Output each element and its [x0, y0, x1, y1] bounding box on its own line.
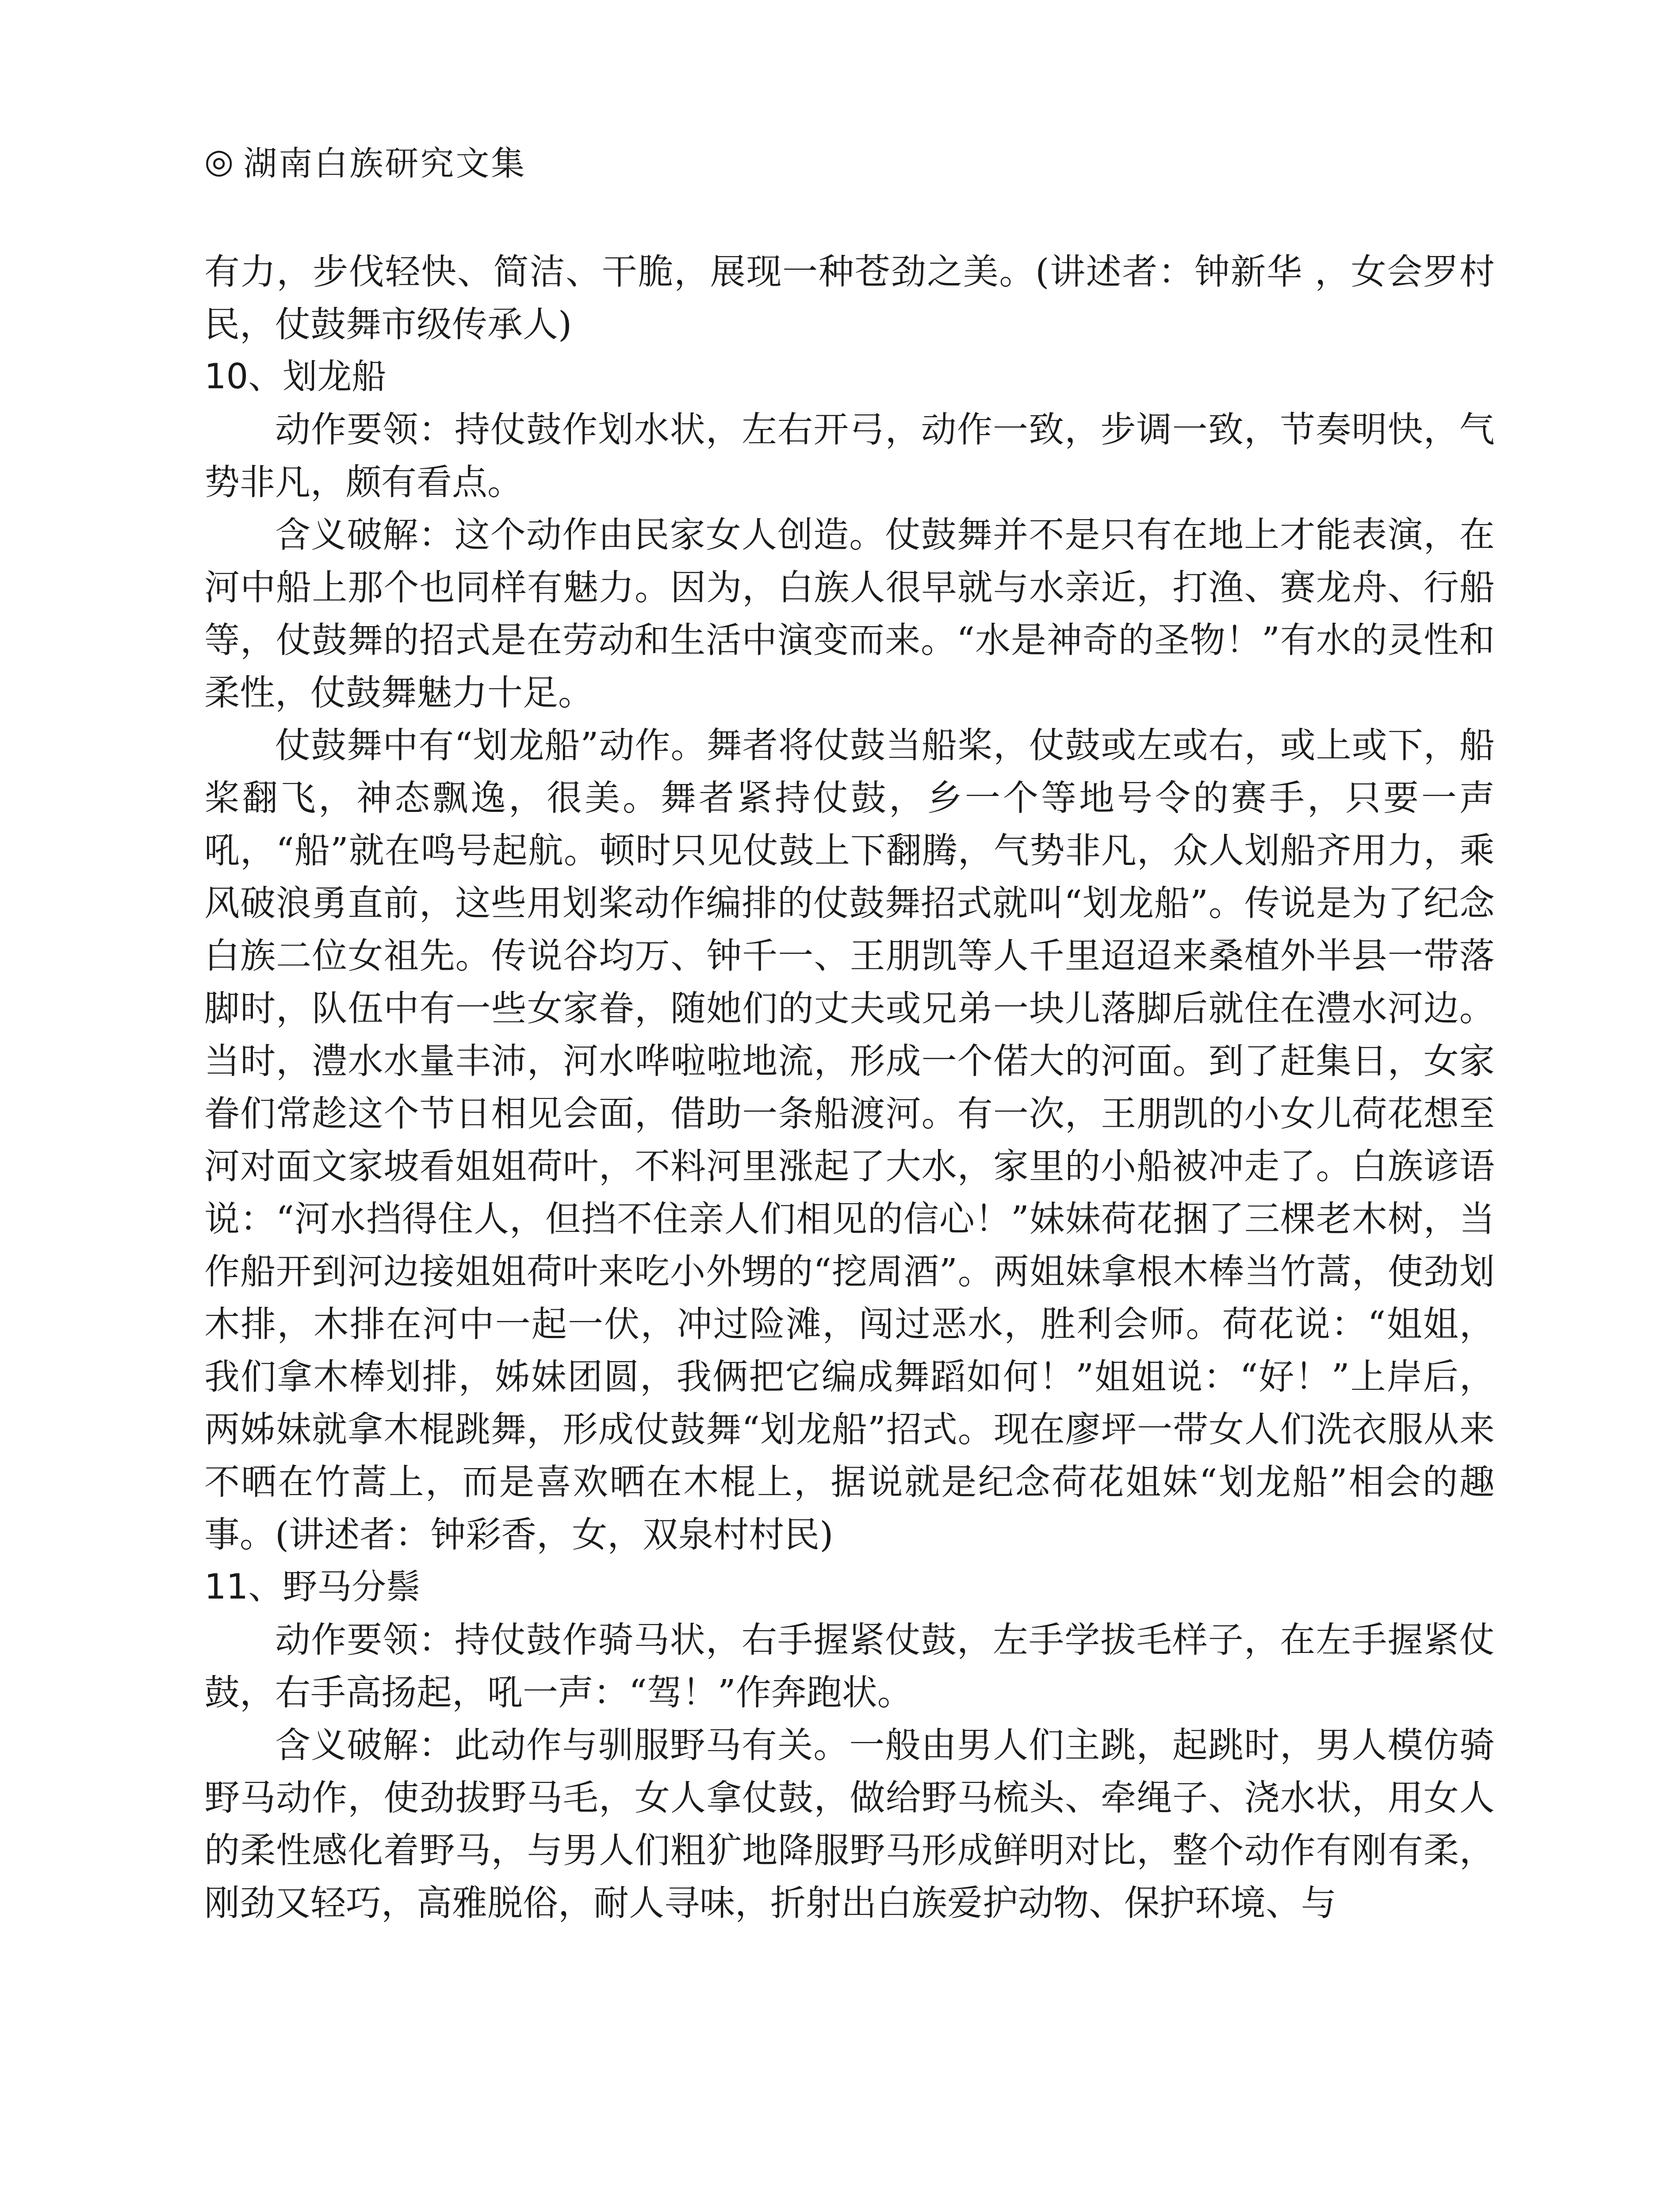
paragraph-legend: 仗鼓舞中有“划龙船”动作。舞者将仗鼓当船桨，仗鼓或左或右，或上或下，船桨翻飞，神态飘逸，很美。舞者紧持仗鼓，乡一个等地号令的赛手，只要一声吼，“船”就在鸣号起航。顿时只见仗鼓上下翻腾，气势非凡，众人划船齐用力，乘风破浪勇直前，这些用划桨动作编排的仗鼓舞招式就叫“划龙船”。传说是为了纪念白族二位女祖先。传说谷均万、钟千一、王朋凯等人千里迢迢来桑植外半县一带落脚时，队伍中有一些女家眷，随她们的丈夫或兄弟一块儿落脚后就住在澧水河边。当时，澧水水量丰沛，河水哗啦啦地流，形成一个偌大的河面。到了赶集日，女家眷们常趁这个节日相见会面，借助一条船渡河。有一次，王朋凯的小女儿荷花想至河对面文家坡看姐姐荷叶，不料河里涨起了大水，家里的小船被冲走了。白族谚语说：“河水挡得住人，但挡不住亲人们相见的信心！”妹妹荷花捆了三棵老木树，当作船开到河边接姐姐荷叶来吃小外甥的“挖周酒”。两姐妹拿根木棒当竹蒿，使劲划木排，木排在河中一起一伏，冲过险滩，闯过恶水，胜利会师。荷花说：“姐姐，我们拿木棒划排，姊妹团圆，我俩把它编成舞蹈如何！”姐姐说：“好！”上岸后，两姊妹就拿木棍跳舞，形成仗鼓舞“划龙船”招式。现在廖坪一带女人们洗衣服从来不晒在竹蒿上，而是喜欢晒在木棍上，据说就是纪念荷花姐妹“划龙船”相会的趣事。(讲述者：钟彩香，女，双泉村村民)	[204, 725, 1495, 1555]
paragraph-action-key-11: 动作要领：持仗鼓作骑马状，右手握紧仗鼓，左手学拔毛样子，在左手握紧仗鼓，右手高扬起，吼一声：“驾！”作奔跑状。	[204, 1619, 1495, 1713]
book-title: 湖南白族研究文集	[243, 143, 527, 183]
paragraph-meaning-10: 含义破解：这个动作由民家女人创造。仗鼓舞并不是只有在地上才能表演，在河中船上那个也同样有魅力。因为，白族人很早就与水亲近，打渔、赛龙舟、行船等，仗鼓舞的招式是在劳动和生活中演变而来。“水是神奇的圣物！”有水的灵性和柔性，仗鼓舞魅力十足。	[204, 514, 1495, 713]
paragraph-continued: 有力，步伐轻快、简洁、干脆，展现一种苍劲之美。(讲述者：钟新华 ，女会罗村民，仗鼓舞市级传承人)	[204, 251, 1495, 345]
section-heading-11: 11、野马分鬃	[204, 1567, 421, 1607]
paragraph-action-key-10: 动作要领：持仗鼓作划水状，左右开弓，动作一致，步调一致，节奏明快，气势非凡，颇有看点。	[204, 409, 1495, 503]
running-header	[204, 141, 527, 183]
paragraph-meaning-11: 含义破解：此动作与驯服野马有关。一般由男人们主跳，起跳时，男人模仿骑野马动作，使劲拔野马毛，女人拿仗鼓，做给野马梳头、牵绳子、浇水状，用女人的柔性感化着野马，与男人们粗犷地降服野马形成鲜明对比，整个动作有刚有柔，刚劲又轻巧，高雅脱俗，耐人寻味，折射出白族爱护动物、保护环境、与	[204, 1725, 1495, 1924]
body-text	[204, 245, 1495, 1929]
circle-mark-icon: ◎	[204, 141, 236, 180]
section-heading-10: 10、划龙船	[204, 357, 387, 397]
